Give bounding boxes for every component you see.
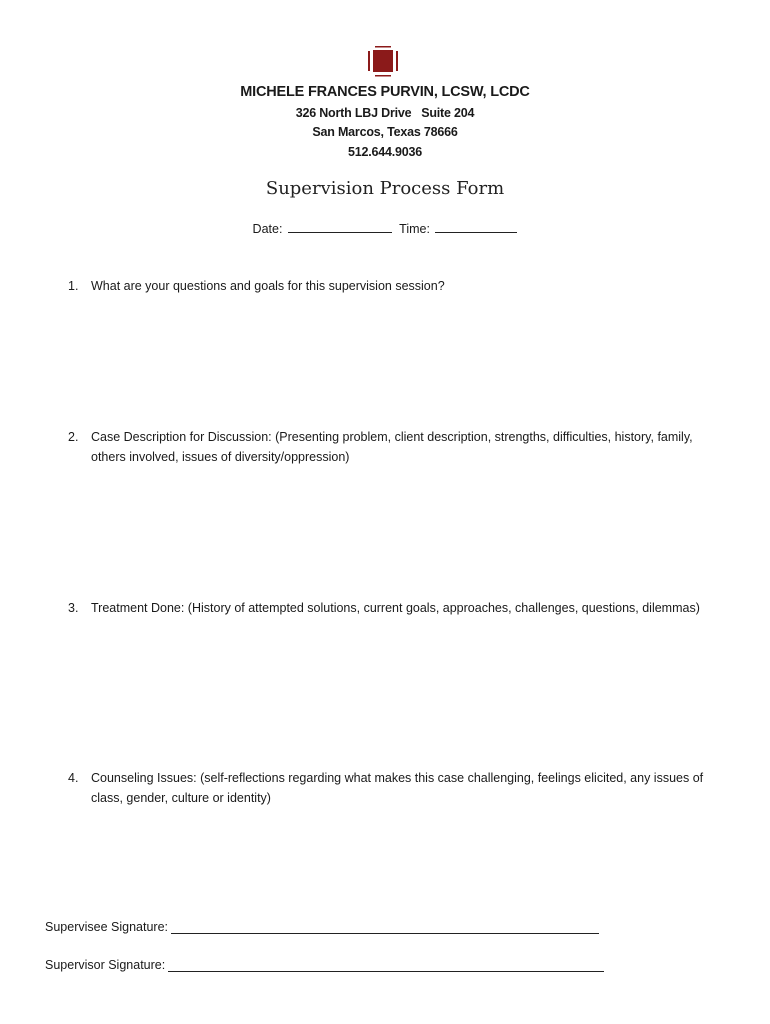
date-label: Date: [252, 222, 283, 236]
question-text: Treatment Done: (History of attempted solutions, current goals, approaches, challenges, questions, dilemmas) [91, 601, 700, 615]
question-text: Case Description for Discussion: (Presenting problem, client description, strengths, difficulties, history, family, others involved, issues of diversity/oppression) [91, 430, 693, 464]
supervisor-signature-row [45, 958, 604, 972]
date-time-row [0, 220, 770, 236]
question-3 [68, 598, 728, 618]
form-title: Supervision Process Form [265, 178, 505, 199]
question-1 [68, 276, 728, 296]
date-field[interactable] [288, 220, 392, 233]
question-text: Counseling Issues: (self-reflections regarding what makes this case challenging, feelings elicited, any issues of class, gender, culture or identity) [91, 771, 704, 805]
question-text: What are your questions and goals for this supervision session? [91, 279, 445, 293]
time-field[interactable] [435, 220, 517, 233]
supervisor-signature-field[interactable] [168, 959, 604, 972]
supervisor-signature-label: Supervisor Signature: [45, 958, 166, 972]
question-2 [68, 427, 728, 467]
question-number: 1. [68, 279, 79, 293]
supervisee-signature-field[interactable] [171, 921, 599, 934]
question-4 [68, 768, 728, 808]
practitioner-name: MICHELE FRANCES PURVIN, LCSW, LCDC [240, 84, 530, 100]
supervisee-signature-label: Supervisee Signature: [45, 920, 168, 934]
phone-number: 512.644.9036 [347, 145, 423, 159]
question-number: 3. [68, 601, 79, 615]
supervisee-signature-row [45, 920, 599, 934]
question-number: 2. [68, 430, 79, 444]
time-label: Time: [399, 222, 430, 236]
address-line-2: San Marcos, Texas 78666 [312, 125, 458, 139]
address-line-1: 326 North LBJ Drive Suite 204 [295, 106, 475, 120]
question-number: 4. [68, 771, 79, 785]
red-square-logo-icon [366, 44, 400, 78]
